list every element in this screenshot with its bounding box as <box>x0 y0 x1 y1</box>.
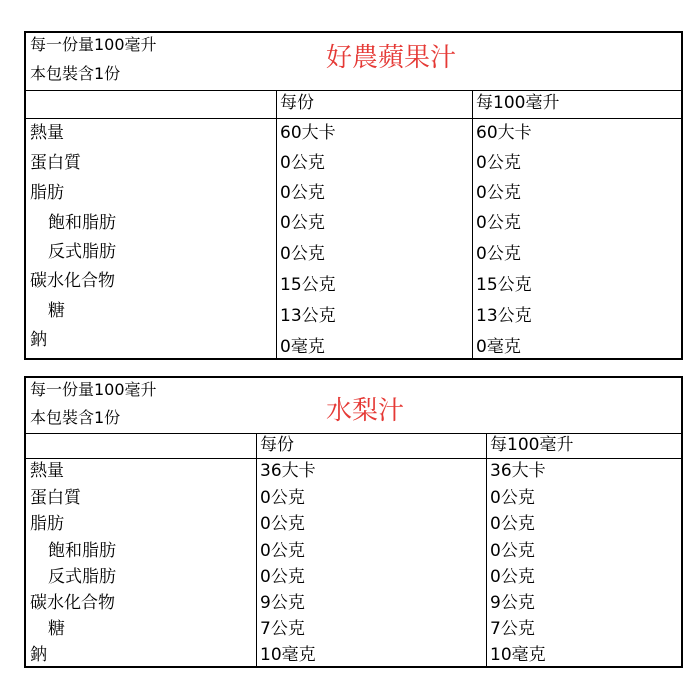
nutrient-per-100ml: 0毫克 <box>476 337 521 357</box>
column-header-per-100ml: 每100毫升 <box>476 93 560 113</box>
nutrition-label-apple <box>24 31 683 360</box>
column-divider-1 <box>256 433 257 666</box>
nutrient-name: 碳水化合物 <box>30 271 115 291</box>
nutrient-name: 蛋白質 <box>30 153 81 173</box>
column-divider-1 <box>276 90 277 358</box>
nutrient-name: 反式脂肪 <box>48 567 116 587</box>
nutrient-name: 糖 <box>48 619 65 639</box>
nutrient-name: 熱量 <box>30 461 64 481</box>
column-divider-2 <box>472 90 473 358</box>
header-divider <box>26 90 681 91</box>
nutrient-per-100ml: 0公克 <box>476 244 521 264</box>
nutrient-name: 飽和脂肪 <box>48 213 116 233</box>
nutrient-name: 飽和脂肪 <box>48 541 116 561</box>
nutrient-per-serving: 0公克 <box>280 244 325 264</box>
nutrient-per-serving: 0公克 <box>260 567 305 587</box>
column-header-per-serving: 每份 <box>260 435 294 455</box>
nutrient-per-serving: 36大卡 <box>260 461 316 481</box>
nutrient-name: 糖 <box>48 301 65 321</box>
column-divider-2 <box>486 433 487 666</box>
nutrient-per-100ml: 0公克 <box>490 488 535 508</box>
nutrient-per-serving: 0公克 <box>280 183 325 203</box>
nutrient-per-100ml: 10毫克 <box>490 645 546 665</box>
column-header-divider <box>26 458 681 459</box>
nutrient-name: 熱量 <box>30 123 64 143</box>
product-title: 好農蘋果汁 <box>326 43 457 73</box>
column-header-divider <box>26 118 681 119</box>
servings-per-package: 本包裝含1份 <box>30 64 121 83</box>
nutrient-name: 反式脂肪 <box>48 242 116 262</box>
nutrition-label-pear <box>24 376 683 668</box>
nutrient-per-100ml: 13公克 <box>476 306 532 326</box>
nutrient-per-100ml: 9公克 <box>490 593 535 613</box>
column-header-per-100ml: 每100毫升 <box>490 435 574 455</box>
nutrient-per-serving: 60大卡 <box>280 123 336 143</box>
nutrient-per-100ml: 15公克 <box>476 275 532 295</box>
nutrient-name: 碳水化合物 <box>30 593 115 613</box>
header-divider <box>26 433 681 434</box>
nutrient-per-serving: 0公克 <box>260 488 305 508</box>
nutrient-per-serving: 10毫克 <box>260 645 316 665</box>
serving-size: 每一份量100毫升 <box>30 380 157 399</box>
nutrient-per-serving: 0公克 <box>280 213 325 233</box>
nutrient-per-serving: 0毫克 <box>280 337 325 357</box>
nutrient-per-serving: 15公克 <box>280 275 336 295</box>
nutrient-per-100ml: 0公克 <box>490 541 535 561</box>
servings-per-package: 本包裝含1份 <box>30 408 121 427</box>
nutrient-per-serving: 0公克 <box>260 514 305 534</box>
nutrient-name: 脂肪 <box>30 514 64 534</box>
column-header-per-serving: 每份 <box>280 93 314 113</box>
serving-size: 每一份量100毫升 <box>30 35 157 54</box>
nutrient-per-serving: 7公克 <box>260 619 305 639</box>
nutrient-name: 鈉 <box>30 330 47 350</box>
nutrient-per-serving: 0公克 <box>260 541 305 561</box>
nutrient-per-100ml: 0公克 <box>476 213 521 233</box>
nutrient-per-serving: 0公克 <box>280 153 325 173</box>
nutrient-name: 脂肪 <box>30 183 64 203</box>
nutrient-per-100ml: 0公克 <box>490 514 535 534</box>
product-title: 水梨汁 <box>326 396 405 426</box>
nutrient-per-100ml: 0公克 <box>490 567 535 587</box>
nutrient-name: 蛋白質 <box>30 488 81 508</box>
nutrient-per-100ml: 7公克 <box>490 619 535 639</box>
nutrient-per-serving: 13公克 <box>280 306 336 326</box>
nutrient-per-100ml: 0公克 <box>476 183 521 203</box>
nutrient-per-serving: 9公克 <box>260 593 305 613</box>
nutrient-name: 鈉 <box>30 645 47 665</box>
nutrient-per-100ml: 36大卡 <box>490 461 546 481</box>
nutrient-per-100ml: 0公克 <box>476 153 521 173</box>
nutrient-per-100ml: 60大卡 <box>476 123 532 143</box>
